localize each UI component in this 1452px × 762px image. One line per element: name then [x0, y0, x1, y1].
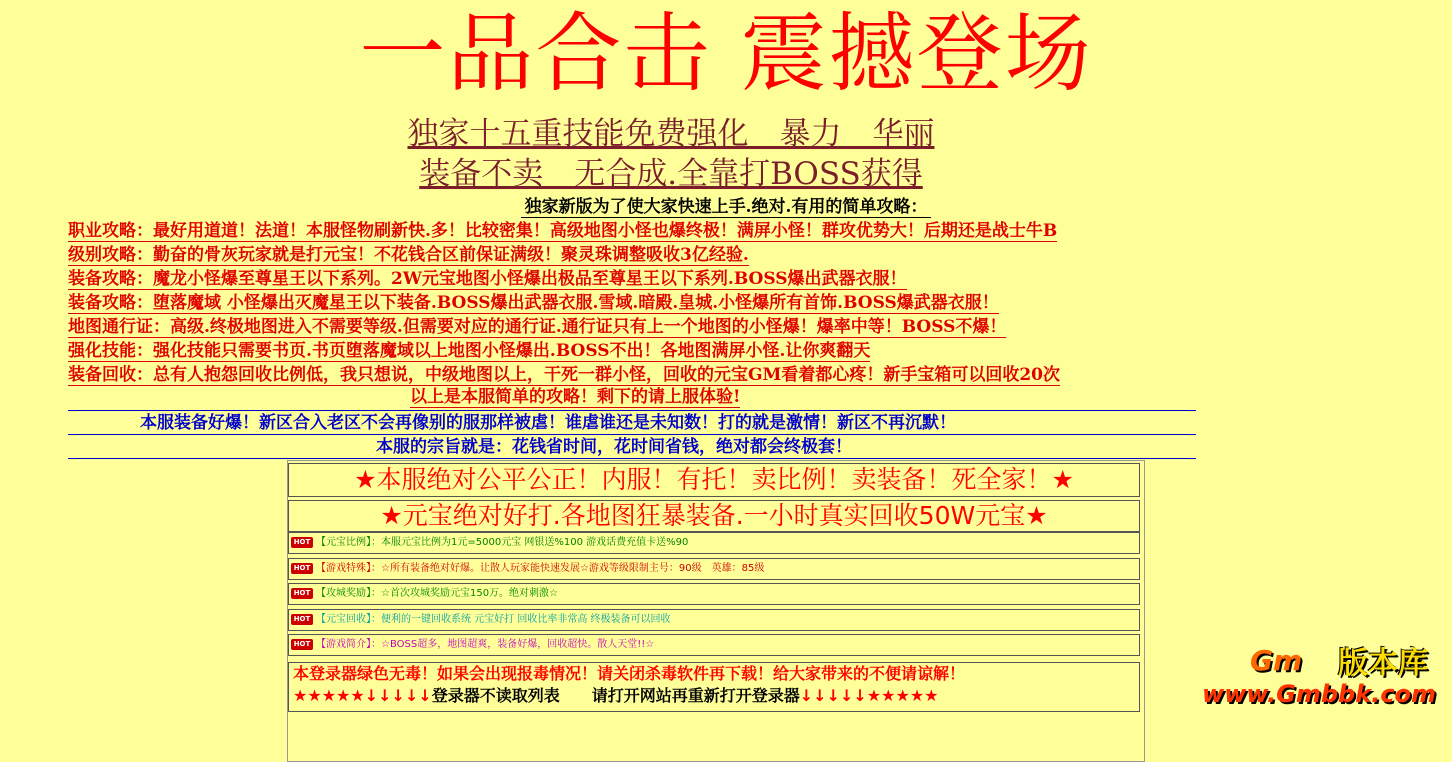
guide-line: 级别攻略：勤奋的骨灰玩家就是打元宝！不花钱合区前保证满级！聚灵珠调整吸收3亿经验. [68, 245, 749, 265]
hot-badge: HOT [291, 639, 313, 650]
info-row: HOT 【元宝回收】：便利的一键回收系统 元宝好打 回收比率非常高 终极装备可以回收 [288, 609, 1140, 631]
gmbbk-logo[interactable] [1202, 636, 1442, 716]
divider [68, 434, 1196, 435]
logo-url: www.Gmbbk.com [1202, 680, 1436, 708]
hot-badge: HOT [291, 537, 313, 548]
banner-row: ★本服绝对公平公正！内服！有托！卖比例！卖装备！死全家！★ [288, 463, 1140, 497]
hot-badge: HOT [291, 588, 313, 599]
info-row: HOT 【游戏简介】：☆BOSS超多，地图超爽，装备好爆，回收超快。散人天堂!!☆ [288, 634, 1140, 656]
guide-end: 以上是本服简单的攻略！剩下的请上服体验! [410, 387, 741, 407]
logo-gm-mark: Gm [1250, 644, 1303, 677]
guide-line: 地图通行证：高级.终极地图进入不需要等级.但需要对应的通行证.通行证只有上一个地图的小怪爆！爆率中等！BOSS不爆！ [68, 317, 1007, 337]
guide-line: 装备回收：总有人抱怨回收比例低，我只想说，中级地图以上，干死一群小怪，回收的元宝GM看着都心疼！新手宝箱可以回收20次 [68, 365, 1060, 385]
intro-heading: 独家新版为了使大家快速上手.绝对.有用的简单攻略： [0, 196, 1452, 218]
blue-notice-2: 本服的宗旨就是：花钱省时间，花时间省钱，绝对都会终极套！ [376, 437, 852, 457]
guide-line: 装备攻略：魔龙小怪爆至尊星王以下系列。2W元宝地图小怪爆出极品至尊星王以下系列.BOSS爆出武器衣服！ [68, 269, 907, 289]
divider [68, 458, 1196, 459]
subtitle-1: 独家十五重技能免费强化 暴力 华丽 [407, 116, 935, 152]
hot-badge: HOT [291, 614, 313, 625]
divider [68, 410, 1196, 411]
banner-row: ★元宝绝对好打.各地图狂暴装备.一小时真实回收50W元宝★ [288, 500, 1140, 532]
info-row: HOT 【元宝比例】：本服元宝比例为1元=5000元宝 网银送%100 游戏话费充值卡送%90 [288, 532, 1140, 554]
subtitle-2: 装备不卖 无合成.全靠打BOSS获得 [419, 156, 923, 192]
guide-line: 装备攻略：堕落魔域 小怪爆出灭魔星王以下装备.BOSS爆出武器衣服.雪域.暗殿.皇城.小怪爆所有首饰.BOSS爆武器衣服！ [68, 293, 999, 313]
page-title: 一品合击 震撼登场 [359, 4, 1093, 104]
guide-line: 强化技能：强化技能只需要书页.书页堕落魔域以上地图小怪爆出.BOSS不出！各地图满屏小怪.让你爽翻天 [68, 341, 871, 361]
info-row: HOT 【攻城奖励】：☆首次攻城奖励元宝150万。绝对刺激☆ [288, 583, 1140, 605]
hot-badge: HOT [291, 563, 313, 574]
logo-brand: 版本库 [1338, 646, 1428, 681]
guide-line: 职业攻略：最好用道道！法道！本服怪物刷新快.多！比较密集！高级地图小怪也爆终极！满屏小怪！群攻优势大！后期还是战士牛B [68, 221, 1058, 241]
blue-notice-1: 本服装备好爆！新区合入老区不会再像别的服那样被虐！谁虐谁还是未知数！打的就是激情！新区不再沉默！ [140, 413, 956, 433]
launcher-notice: 本登录器绿色无毒！如果会出现报毒情况！请关闭杀毒软件再下载！给大家带来的不便请谅解！ ★★★★★↓↓↓↓↓登录器不读取列表 请打开网站再重新打开登录器↓↓↓↓↓★★★★★ [288, 662, 1140, 712]
info-row: HOT 【游戏特殊】：☆所有装备绝对好爆。让散人玩家能快速发展☆游戏等级限制主号：90级 英雄：85级 [288, 558, 1140, 580]
